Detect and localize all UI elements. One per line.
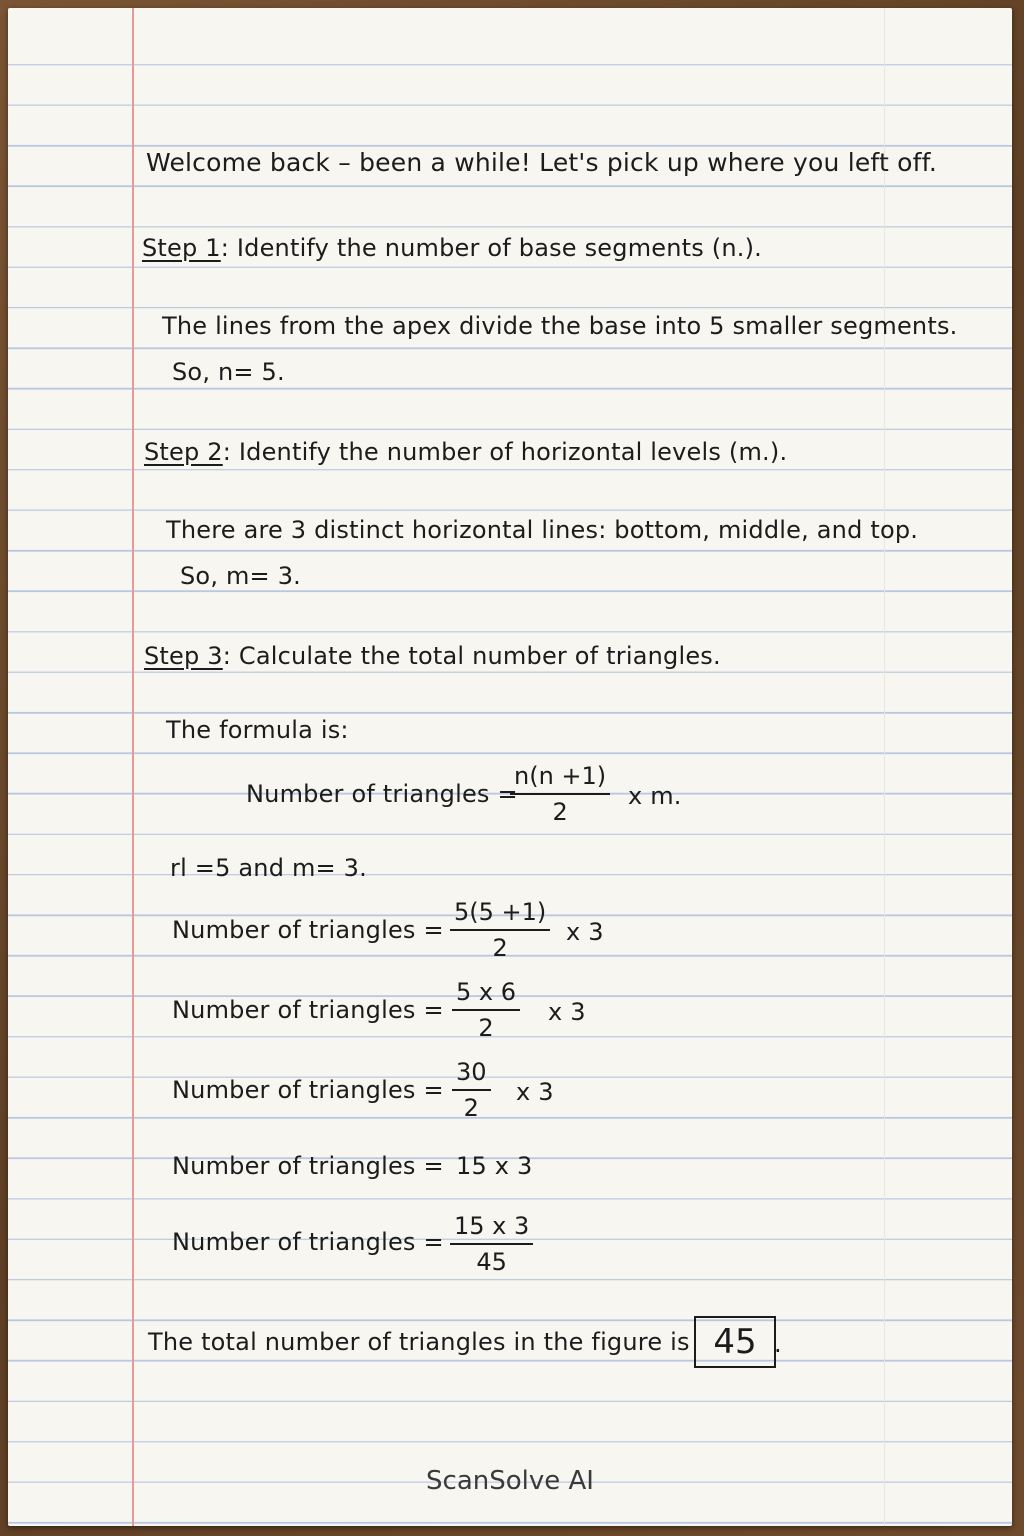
- formula-intro: The formula is:: [166, 716, 349, 744]
- work-line-2-numerator: 5 x 6: [452, 978, 520, 1011]
- greeting-text: Welcome back – been a while! Let's pick up where you left off.: [146, 148, 937, 177]
- work-line-3-lhs: Number of triangles =: [172, 1076, 444, 1104]
- step3-title: : Calculate the total number of triangles.: [222, 642, 721, 670]
- margin-line: [132, 8, 134, 1526]
- formula-lhs: Number of triangles =: [246, 780, 518, 808]
- work-line-1-fraction: [450, 898, 550, 962]
- step1-line1: The lines from the apex divide the base into 5 smaller segments.: [162, 312, 958, 340]
- footer-brand: ScanSolve AI: [426, 1466, 594, 1496]
- right-margin-line: [884, 8, 885, 1526]
- substitution-text: rl =5 and m= 3.: [170, 854, 367, 882]
- step1-heading: [142, 234, 762, 262]
- work-line-5-fraction: [450, 1212, 533, 1276]
- step2-line1: There are 3 distinct horizontal lines: bottom, middle, and top.: [166, 516, 919, 544]
- step1-label: Step 1: [142, 234, 221, 262]
- answer-box: 45: [694, 1316, 776, 1368]
- work-line-4-lhs: Number of triangles =: [172, 1152, 444, 1180]
- work-line-1-numerator: 5(5 +1): [450, 898, 550, 931]
- work-line-2-lhs: Number of triangles =: [172, 996, 444, 1024]
- work-line-3-denominator: 2: [463, 1094, 479, 1122]
- work-line-3-fraction: [452, 1058, 491, 1122]
- step2-line2: So, m= 3.: [180, 562, 301, 590]
- formula-tail: x m.: [628, 782, 682, 810]
- work-line-4-expr: 15 x 3: [456, 1152, 533, 1180]
- work-line-1-denominator: 2: [492, 934, 508, 962]
- step1-line2: So, n= 5.: [172, 358, 285, 386]
- step1-title: : Identify the number of base segments (n.).: [220, 234, 763, 262]
- lined-paper: [8, 8, 1012, 1526]
- work-line-3-tail: x 3: [516, 1078, 554, 1106]
- work-line-5-denominator: 45: [476, 1248, 507, 1276]
- step3-label: Step 3: [144, 642, 223, 670]
- answer-period: .: [774, 1330, 782, 1358]
- formula-denominator: 2: [552, 798, 568, 826]
- work-line-3-numerator: 30: [452, 1058, 491, 1091]
- work-line-1-lhs: Number of triangles =: [172, 916, 444, 944]
- work-line-5-lhs: Number of triangles =: [172, 1228, 444, 1256]
- formula-numerator: n(n +1): [510, 762, 610, 795]
- step2-title: : Identify the number of horizontal levels (m.).: [222, 438, 788, 466]
- step2-label: Step 2: [144, 438, 223, 466]
- conclusion-text: The total number of triangles in the figure is: [148, 1328, 690, 1356]
- work-line-2-tail: x 3: [548, 998, 586, 1026]
- work-line-2-fraction: [452, 978, 520, 1042]
- work-line-5-numerator: 15 x 3: [450, 1212, 533, 1245]
- work-line-2-denominator: 2: [478, 1014, 494, 1042]
- work-line-1-tail: x 3: [566, 918, 604, 946]
- step3-heading: [144, 642, 721, 670]
- step2-heading: [144, 438, 787, 466]
- formula-fraction: [510, 762, 610, 826]
